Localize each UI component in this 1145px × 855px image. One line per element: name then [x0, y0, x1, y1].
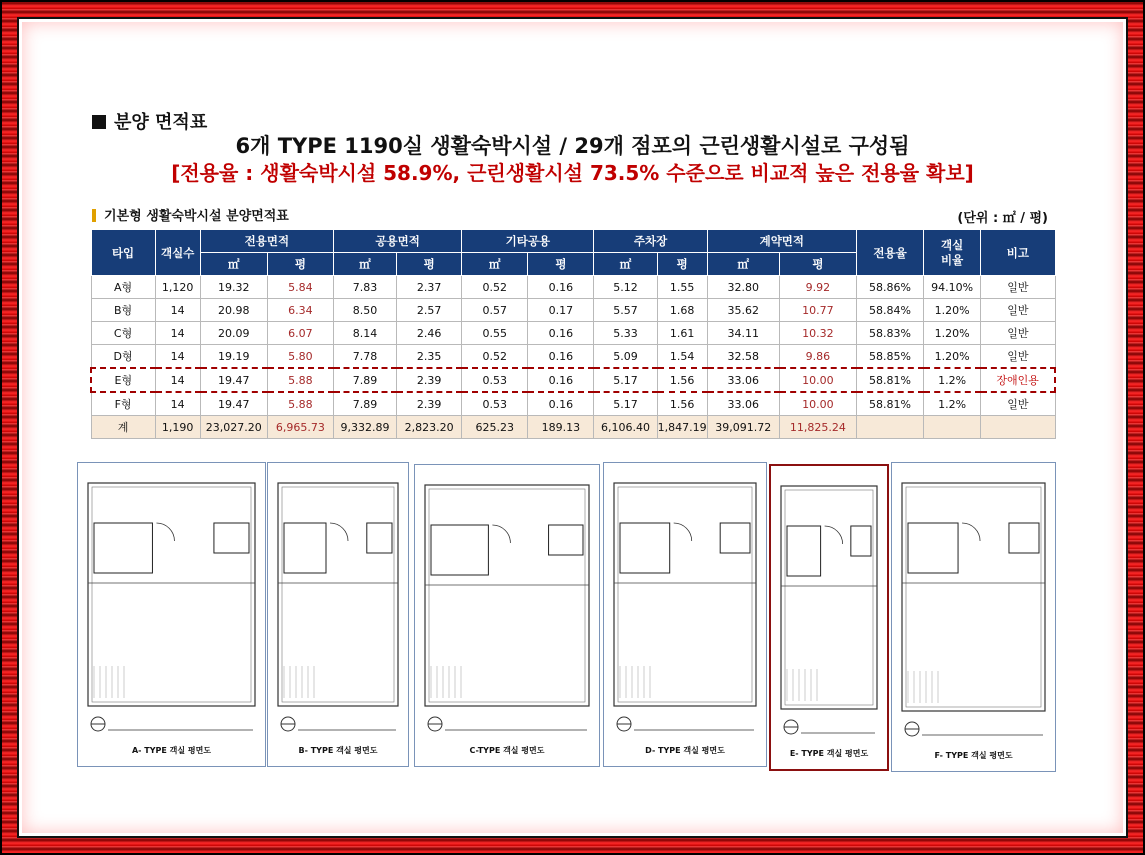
table-cell: 5.88 [267, 392, 333, 416]
floor-plan-f [891, 462, 1056, 772]
table-cell: 2.39 [397, 392, 462, 416]
sub-header-sqm: ㎡ [707, 253, 779, 276]
table-cell: 33.06 [707, 392, 779, 416]
table-cell: 58.81% [856, 368, 923, 392]
table-cell: 20.09 [200, 322, 267, 345]
table-title [92, 205, 289, 224]
table-cell: 2.46 [397, 322, 462, 345]
area-table [90, 229, 1056, 439]
table-row [91, 345, 1055, 369]
table-cell: 일반 [981, 392, 1055, 416]
table-cell: B형 [91, 299, 155, 322]
table-cell: 2,823.20 [397, 416, 462, 439]
plan-line [781, 486, 877, 709]
table-cell: 장애인용 [981, 368, 1055, 392]
table-cell: 0.53 [462, 368, 528, 392]
plan-line [92, 487, 251, 702]
table-cell: 5.88 [267, 368, 333, 392]
table-cell: 10.00 [779, 368, 856, 392]
plan-line [492, 525, 510, 543]
table-cell: 14 [155, 392, 200, 416]
table-row [91, 276, 1055, 299]
table-cell: E형 [91, 368, 155, 392]
floor-plan-c [414, 464, 600, 767]
table-cell: 9.86 [779, 345, 856, 369]
col-header-note: 비고 [981, 230, 1055, 276]
plan-line [902, 483, 1045, 711]
headline-ratio: [전용율 : 생활숙박시설 58.9%, 근린생활시설 73.5% 수준으로 비교적 높은 전용율 확보] [171, 161, 974, 185]
table-cell: 10.32 [779, 322, 856, 345]
floor-plan-caption: D- TYPE 객실 평면도 [645, 746, 725, 755]
floor-plan-e [769, 464, 889, 771]
table-cell: A형 [91, 276, 155, 299]
table-cell: 11,825.24 [779, 416, 856, 439]
floor-plan-a-drawing [78, 463, 265, 766]
col-header-contract: 계약면적 [707, 230, 856, 253]
table-cell: D형 [91, 345, 155, 369]
table-cell: 39,091.72 [707, 416, 779, 439]
table-cell: 5.09 [594, 345, 657, 369]
plan-line [674, 523, 692, 541]
square-bullet-icon [92, 115, 106, 129]
table-cell: 0.16 [528, 345, 594, 369]
col-header-rooms: 객실수 [155, 230, 200, 276]
col-header-other-common: 기타공용 [462, 230, 594, 253]
plan-line [431, 525, 488, 575]
table-cell: 일반 [981, 345, 1055, 369]
plan-line [785, 490, 873, 705]
floor-plan-c-drawing [415, 465, 599, 766]
plan-line [825, 526, 843, 544]
table-cell: 58.84% [856, 299, 923, 322]
plan-line [720, 523, 750, 553]
table-cell: 8.50 [333, 299, 396, 322]
table-cell: 14 [155, 368, 200, 392]
table-row [91, 392, 1055, 416]
area-table-body [91, 276, 1055, 439]
plan-line [156, 523, 174, 541]
title-bar-icon [92, 209, 96, 222]
table-cell: 19.32 [200, 276, 267, 299]
table-cell: 6.34 [267, 299, 333, 322]
table-cell: 0.53 [462, 392, 528, 416]
table-cell: 5.57 [594, 299, 657, 322]
table-cell: 6,106.40 [594, 416, 657, 439]
floor-plan-a [77, 462, 266, 767]
table-row [91, 322, 1055, 345]
unit-label: (단위 : ㎡ / 평) [957, 211, 1048, 226]
plan-line [284, 523, 326, 573]
table-cell: 2.57 [397, 299, 462, 322]
table-cell: 일반 [981, 299, 1055, 322]
table-cell: 5.12 [594, 276, 657, 299]
table-cell: 1,120 [155, 276, 200, 299]
table-cell: 1.68 [657, 299, 707, 322]
table-title-text: 기본형 생활숙박시설 분양면적표 [104, 209, 289, 224]
table-cell: 0.16 [528, 368, 594, 392]
table-cell: 58.83% [856, 322, 923, 345]
table-cell: 1.56 [657, 368, 707, 392]
table-cell: 0.52 [462, 276, 528, 299]
sub-header-pyeong: 평 [267, 253, 333, 276]
table-cell: 14 [155, 345, 200, 369]
table-cell: 1.20% [924, 322, 981, 345]
table-cell: 일반 [981, 322, 1055, 345]
floor-plan-e-drawing [771, 466, 887, 769]
floor-plan-caption: C-TYPE 객실 평면도 [469, 746, 545, 755]
table-cell: 625.23 [462, 416, 528, 439]
table-cell: 1.20% [924, 299, 981, 322]
col-header-common: 공용면적 [333, 230, 461, 253]
floor-plan-d-drawing [604, 463, 766, 766]
plan-line [851, 526, 871, 556]
table-cell: 5.17 [594, 392, 657, 416]
table-cell: 7.78 [333, 345, 396, 369]
floor-plan-d [603, 462, 767, 767]
plan-line [214, 523, 249, 553]
floor-plan-caption: B- TYPE 객실 평면도 [298, 746, 378, 755]
table-cell: 7.89 [333, 368, 396, 392]
table-cell: 1.61 [657, 322, 707, 345]
table-cell [981, 416, 1055, 439]
table-cell: 33.06 [707, 368, 779, 392]
table-cell: 0.57 [462, 299, 528, 322]
plan-line [614, 483, 756, 706]
table-cell: 5.84 [267, 276, 333, 299]
plan-line [94, 523, 152, 573]
table-cell: 2.39 [397, 368, 462, 392]
table-cell: 10.00 [779, 392, 856, 416]
col-header-type: 타입 [91, 230, 155, 276]
table-cell: 5.80 [267, 345, 333, 369]
table-cell: 6.07 [267, 322, 333, 345]
floor-plan-caption: E- TYPE 객실 평면도 [789, 749, 869, 758]
table-cell: 0.52 [462, 345, 528, 369]
headline-summary: 6개 TYPE 1190실 생활숙박시설 / 29개 점포의 근린생활시설로 구성됨 [235, 134, 910, 158]
table-cell: 8.14 [333, 322, 396, 345]
table-cell: 19.47 [200, 368, 267, 392]
floor-plan-caption: A- TYPE 객실 평면도 [131, 746, 212, 755]
table-cell: 0.55 [462, 322, 528, 345]
table-cell: 5.33 [594, 322, 657, 345]
table-cell: 0.16 [528, 276, 594, 299]
table-cell: F형 [91, 392, 155, 416]
plan-line [429, 489, 585, 702]
table-cell: 2.35 [397, 345, 462, 369]
floor-plan-b-drawing [268, 463, 408, 766]
table-cell: 계 [91, 416, 155, 439]
floor-plan-f-drawing [892, 463, 1055, 771]
plan-line [367, 523, 392, 553]
table-cell: 35.62 [707, 299, 779, 322]
col-header-exclusive: 전용면적 [200, 230, 333, 253]
sub-header-pyeong: 평 [528, 253, 594, 276]
col-header-parking: 주차장 [594, 230, 707, 253]
table-cell: C형 [91, 322, 155, 345]
plan-line [282, 487, 394, 702]
table-cell: 0.17 [528, 299, 594, 322]
sub-header-sqm: ㎡ [200, 253, 267, 276]
sub-header-sqm: ㎡ [594, 253, 657, 276]
table-cell: 7.83 [333, 276, 396, 299]
table-cell: 0.16 [528, 392, 594, 416]
table-cell: 1.2% [924, 368, 981, 392]
table-cell: 189.13 [528, 416, 594, 439]
table-row [91, 299, 1055, 322]
table-cell: 23,027.20 [200, 416, 267, 439]
table-row [91, 368, 1055, 392]
table-cell: 9.92 [779, 276, 856, 299]
table-cell: 1.2% [924, 392, 981, 416]
table-cell: 6,965.73 [267, 416, 333, 439]
sub-header-sqm: ㎡ [462, 253, 528, 276]
plan-line [425, 485, 589, 706]
floor-plan-caption: F- TYPE 객실 평면도 [934, 751, 1013, 760]
section-title: 분양 면적표 [114, 112, 208, 133]
plan-line [962, 523, 980, 541]
table-cell [856, 416, 923, 439]
sub-header-pyeong: 평 [397, 253, 462, 276]
table-cell: 1.20% [924, 345, 981, 369]
table-cell: 58.85% [856, 345, 923, 369]
plan-line [88, 483, 255, 706]
plan-line [787, 526, 821, 576]
plan-line [1009, 523, 1039, 553]
table-cell: 20.98 [200, 299, 267, 322]
col-header-ratio: 전용율 [856, 230, 923, 276]
plan-line [620, 523, 670, 573]
table-cell: 1.54 [657, 345, 707, 369]
floor-plan-b [267, 462, 409, 767]
table-cell [924, 416, 981, 439]
sub-header-pyeong: 평 [779, 253, 856, 276]
table-cell: 14 [155, 322, 200, 345]
table-cell: 9,332.89 [333, 416, 396, 439]
table-cell: 1,847.19 [657, 416, 707, 439]
table-cell: 0.16 [528, 322, 594, 345]
table-row [91, 416, 1055, 439]
table-cell: 32.58 [707, 345, 779, 369]
table-cell: 19.47 [200, 392, 267, 416]
table-cell: 1,190 [155, 416, 200, 439]
plan-line [330, 523, 348, 541]
table-cell: 34.11 [707, 322, 779, 345]
table-cell: 2.37 [397, 276, 462, 299]
table-cell: 5.17 [594, 368, 657, 392]
table-cell: 94.10% [924, 276, 981, 299]
plan-line [908, 523, 958, 573]
table-cell: 14 [155, 299, 200, 322]
table-cell: 58.81% [856, 392, 923, 416]
table-cell: 일반 [981, 276, 1055, 299]
sub-header-pyeong: 평 [657, 253, 707, 276]
table-cell: 10.77 [779, 299, 856, 322]
table-cell: 1.55 [657, 276, 707, 299]
table-cell: 32.80 [707, 276, 779, 299]
table-cell: 58.86% [856, 276, 923, 299]
plan-line [549, 525, 583, 555]
table-cell: 19.19 [200, 345, 267, 369]
table-cell: 1.56 [657, 392, 707, 416]
col-header-room-ratio: 객실 비율 [924, 230, 981, 276]
sub-header-sqm: ㎡ [333, 253, 396, 276]
table-cell: 7.89 [333, 392, 396, 416]
